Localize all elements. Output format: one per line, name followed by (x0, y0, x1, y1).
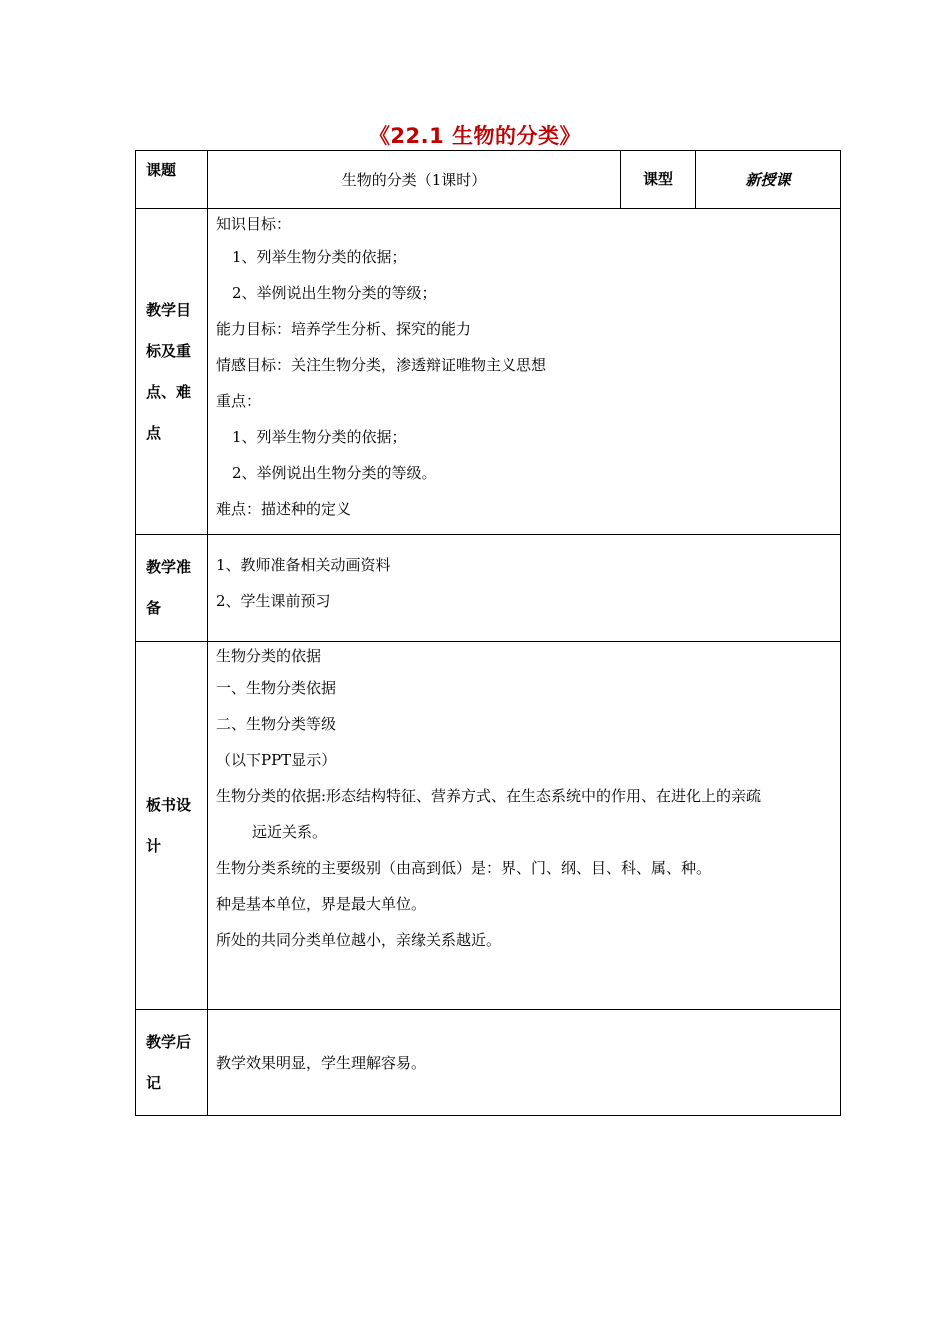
board-line: 种是基本单位，界是最大单位。 (216, 895, 427, 913)
preparation-row (136, 535, 841, 642)
board-label-text: 板书设计 (146, 795, 192, 855)
reflection-text: 教学效果明显，学生理解容易。 (216, 1053, 427, 1072)
board-line: （以下PPT显示） (216, 751, 337, 769)
objectives-line: 2、举例说出生物分类的等级； (232, 284, 437, 302)
board-line: 远近关系。 (252, 823, 328, 841)
objectives-line: 情感目标：关注生物分类，渗透辩证唯物主义思想 (216, 356, 547, 374)
board-line: 生物分类的依据 (216, 647, 322, 665)
objectives-row (136, 209, 841, 535)
objectives-content (208, 209, 841, 535)
reflection-label (136, 1010, 208, 1116)
preparation-label (136, 535, 208, 642)
objectives-line: 1、列举生物分类的依据； (232, 248, 407, 266)
document-title: 《22.1 生物的分类》 (368, 124, 582, 148)
board-line: 所处的共同分类单位越小，亲缘关系越近。 (216, 931, 502, 949)
topic-value: 生物的分类（1课时） (208, 151, 621, 209)
board-row (136, 642, 841, 1010)
type-value: 新授课 (696, 151, 841, 209)
reflection-label-text: 教学后记 (146, 1032, 192, 1092)
header-row (136, 151, 841, 209)
board-line: 生物分类的依据:形态结构特征、营养方式、在生态系统中的作用、在进化上的亲疏 (216, 787, 762, 805)
board-line: 一、生物分类依据 (216, 679, 337, 697)
objectives-line: 难点：描述种的定义 (216, 500, 352, 518)
lesson-plan-table (135, 150, 841, 1116)
type-label: 课型 (621, 151, 696, 209)
preparation-line: 1、教师准备相关动画资料 (216, 556, 391, 574)
board-line: 生物分类系统的主要级别（由高到低）是：界、门、纲、目、科、属、种。 (216, 859, 712, 877)
reflection-row (136, 1010, 841, 1116)
objectives-line: 2、举例说出生物分类的等级。 (232, 464, 437, 482)
objectives-line: 1、列举生物分类的依据； (232, 428, 407, 446)
topic-label: 课题 (136, 151, 208, 209)
objectives-label-text: 教学目标及重点、难点 (146, 300, 192, 442)
board-label (136, 642, 208, 1010)
board-line: 二、生物分类等级 (216, 715, 337, 733)
preparation-content (208, 535, 841, 642)
objectives-line: 重点： (216, 392, 262, 410)
objectives-label (136, 209, 208, 535)
preparation-line: 2、学生课前预习 (216, 592, 331, 610)
preparation-label-text: 教学准备 (146, 558, 192, 617)
board-content (208, 642, 841, 1010)
objectives-line: 知识目标： (216, 215, 292, 233)
reflection-content (208, 1010, 841, 1116)
objectives-line: 能力目标：培养学生分析、探究的能力 (216, 320, 472, 338)
